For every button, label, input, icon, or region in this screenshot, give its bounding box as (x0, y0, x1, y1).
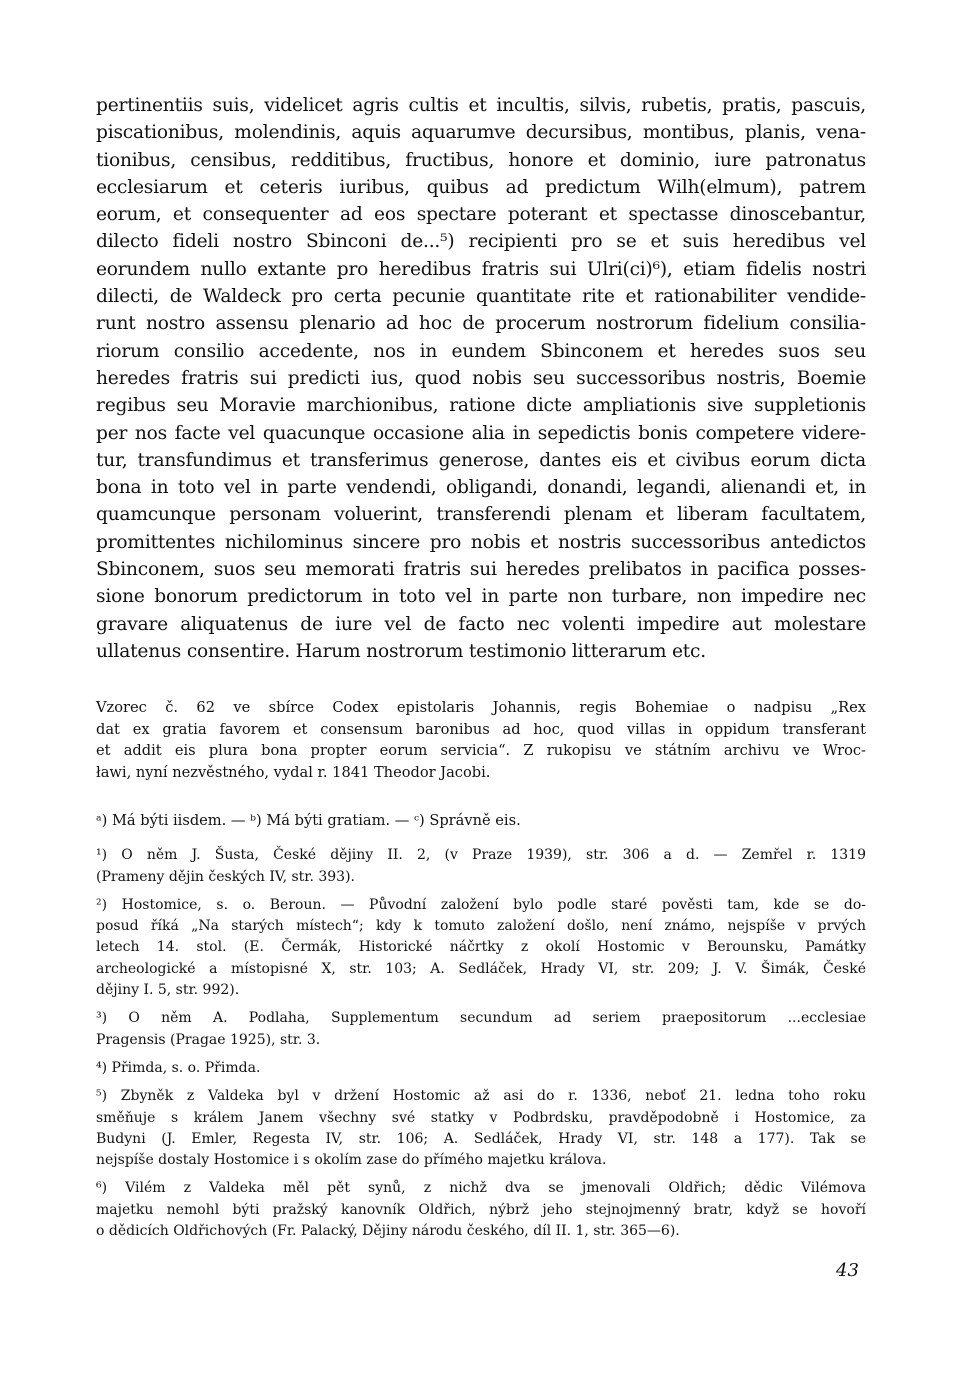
footnote-line: ¹) O něm J. Šusta, České dějiny II. 2, (v Praze 1939), str. 306 a d. — Zemřel r. 1319 (96, 847, 866, 864)
footnote-line: ³) O něm A. Podlaha, Supplementum secundum ad seriem praepositorum ...ecclesiae (96, 1010, 866, 1027)
text-line: gravare aliquatenus de iure vel de facto nec volenti impedire aut molestare (96, 613, 866, 635)
footnote-5 (96, 1086, 866, 1171)
footnote-2 (96, 895, 866, 1001)
text-line: pertinentiis suis, videlicet agris cultis et incultis, silvis, rubetis, pratis, pascuis, (96, 95, 866, 116)
text-line: runt nostro assensu plenario ad hoc de procerum nostrorum fidelium consilia- (96, 313, 866, 335)
footnote-line: (Prameny dějin českých IV, str. 393). (96, 868, 355, 885)
text-line: ullatenus consentire. Harum nostrorum testimonio litterarum etc. (96, 640, 706, 662)
footnote-line: majetku nemohl býti pražský kanovník Oldřich, nýbrž jeho stejnojmenný bratr, když se hovoří (96, 1201, 866, 1218)
footnote-line: o dědicích Oldřichových (Fr. Palacký, Dějiny národu českého, díl II. 1, str. 365—6). (96, 1222, 680, 1239)
text-line: Sbinconem, suos seu memorati fratris sui heredes prelibatos in pacifica posses- (96, 559, 866, 581)
text-line: eorundem nullo extante pro heredibus fratris sui Ulri(ci)⁶), etiam fidelis nostri (96, 258, 866, 280)
footnote-line: ⁶) Vilém z Valdeka měl pět synů, z nichž dva se jmenovali Oldřich; dědic Vilémova (96, 1180, 866, 1197)
source-line: ławi, nyní nezvěstného, vydal r. 1841 Theodor Jacobi. (96, 763, 491, 781)
footnote-3 (96, 1008, 866, 1051)
text-line: sione bonorum predictorum in toto vel in parte non turbare, non impedire nec (96, 586, 866, 608)
footnote-line: Budyni (J. Emler, Regesta IV, str. 106; A. Sedláček, Hrady VI, str. 148 a 177). Tak se (96, 1130, 866, 1147)
source-line: dat ex gratia favorem et consensum baronibus ad hoc, quod villas in oppidum transferant (96, 720, 866, 738)
footnote-line: archeologické a místopisné X, str. 103; A. Sedláček, Hrady VI, str. 209; J. V. Šimák, České (96, 960, 866, 977)
text-line: per nos facte vel quacunque occasione alia in sepedictis bonis competere videre- (96, 422, 866, 444)
footnote-line: posud říká „Na starých místech“; kdy k tomuto založení došlo, není známo, nejspíše v prvých (96, 918, 866, 935)
page-number: 43 (836, 1260, 859, 1281)
source-note (96, 697, 866, 783)
footnote-line: nejspíše dostaly Hostomice i s okolím zase do přímého majetku králova. (96, 1152, 607, 1169)
text-line: ecclesiarum et ceteris iuribus, quibus ad predictum Wilh(elmum), patrem (96, 176, 866, 198)
text-line: dilecto fideli nostro Sbinconi de...⁵) recipienti pro se et suis heredibus vel (96, 231, 866, 253)
footnote-line: směňuje s králem Janem všechny své statky v Podbrdsku, pravděpodobně i Hostomice, za (96, 1109, 866, 1126)
footnote-line: ⁴) Přimda, s. o. Přimda. (96, 1059, 261, 1076)
text-line: piscationibus, molendinis, aquis aquarumve decursibus, montibus, planis, vena- (96, 122, 866, 144)
text-line: riorum consilio accedente, nos in eundem Sbinconem et heredes suos seu (96, 340, 866, 362)
footnote-4 (96, 1058, 866, 1079)
footnotes (96, 845, 866, 1242)
footnote-6 (96, 1178, 866, 1242)
footnote-line: ²) Hostomice, s. o. Beroun. — Původní založení bylo podle staré pověsti tam, kde se do- (96, 896, 866, 913)
footnote-1 (96, 845, 866, 888)
source-line: et addit eis plura bona propter eorum servicia“. Z rukopisu ve státním archivu ve Wroc- (96, 742, 866, 760)
text-line: dilecti, de Waldeck pro certa pecunie quantitate rite et rationabiliter vendide- (96, 286, 866, 308)
text-line: tur, transfundimus et transferimus generose, dantes eis et civibus eorum dicta (96, 449, 866, 471)
text-line: promittentes nichilominus sincere pro nobis et nostris successoribus antedictos (96, 531, 866, 553)
page-body (96, 92, 866, 1249)
text-line: tionibus, censibus, redditibus, fructibus, honore et dominio, iure patronatus (96, 149, 866, 171)
footnote-line: Pragensis (Pragae 1925), str. 3. (96, 1031, 321, 1048)
footnote-line: ⁵) Zbyněk z Valdeka byl v držení Hostomic až asi do r. 1336, neboť 21. ledna toho roku (96, 1088, 866, 1105)
text-line: eorum, et consequenter ad eos spectare poterant et spectasse dinoscebantur, (96, 204, 866, 226)
textual-notes: ᵃ) Má býti iisdem. — ᵇ) Má býti gratiam. — ᶜ) Správně eis. (96, 812, 521, 830)
text-line: bona in toto vel in parte vendendi, obligandi, donandi, legandi, alienandi et, in (96, 477, 866, 499)
text-line: regibus seu Moravie marchionibus, ratione dicte ampliationis sive suppletionis (96, 395, 866, 417)
source-line: Vzorec č. 62 ve sbírce Codex epistolaris Johannis, regis Bohemiae o nadpisu „Rex (96, 699, 866, 717)
footnote-line: letech 14. stol. (E. Čermák, Historické náčrtky z okolí Hostomic v Berounsku, Památky (96, 939, 866, 956)
text-line: heredes fratris sui predicti ius, quod nobis seu successoribus nostris, Boemie (96, 367, 866, 389)
footnote-line: dějiny I. 5, str. 992). (96, 982, 240, 999)
main-text (96, 92, 866, 665)
text-line: quamcunque personam voluerint, transferendi plenam et liberam facultatem, (96, 504, 866, 526)
